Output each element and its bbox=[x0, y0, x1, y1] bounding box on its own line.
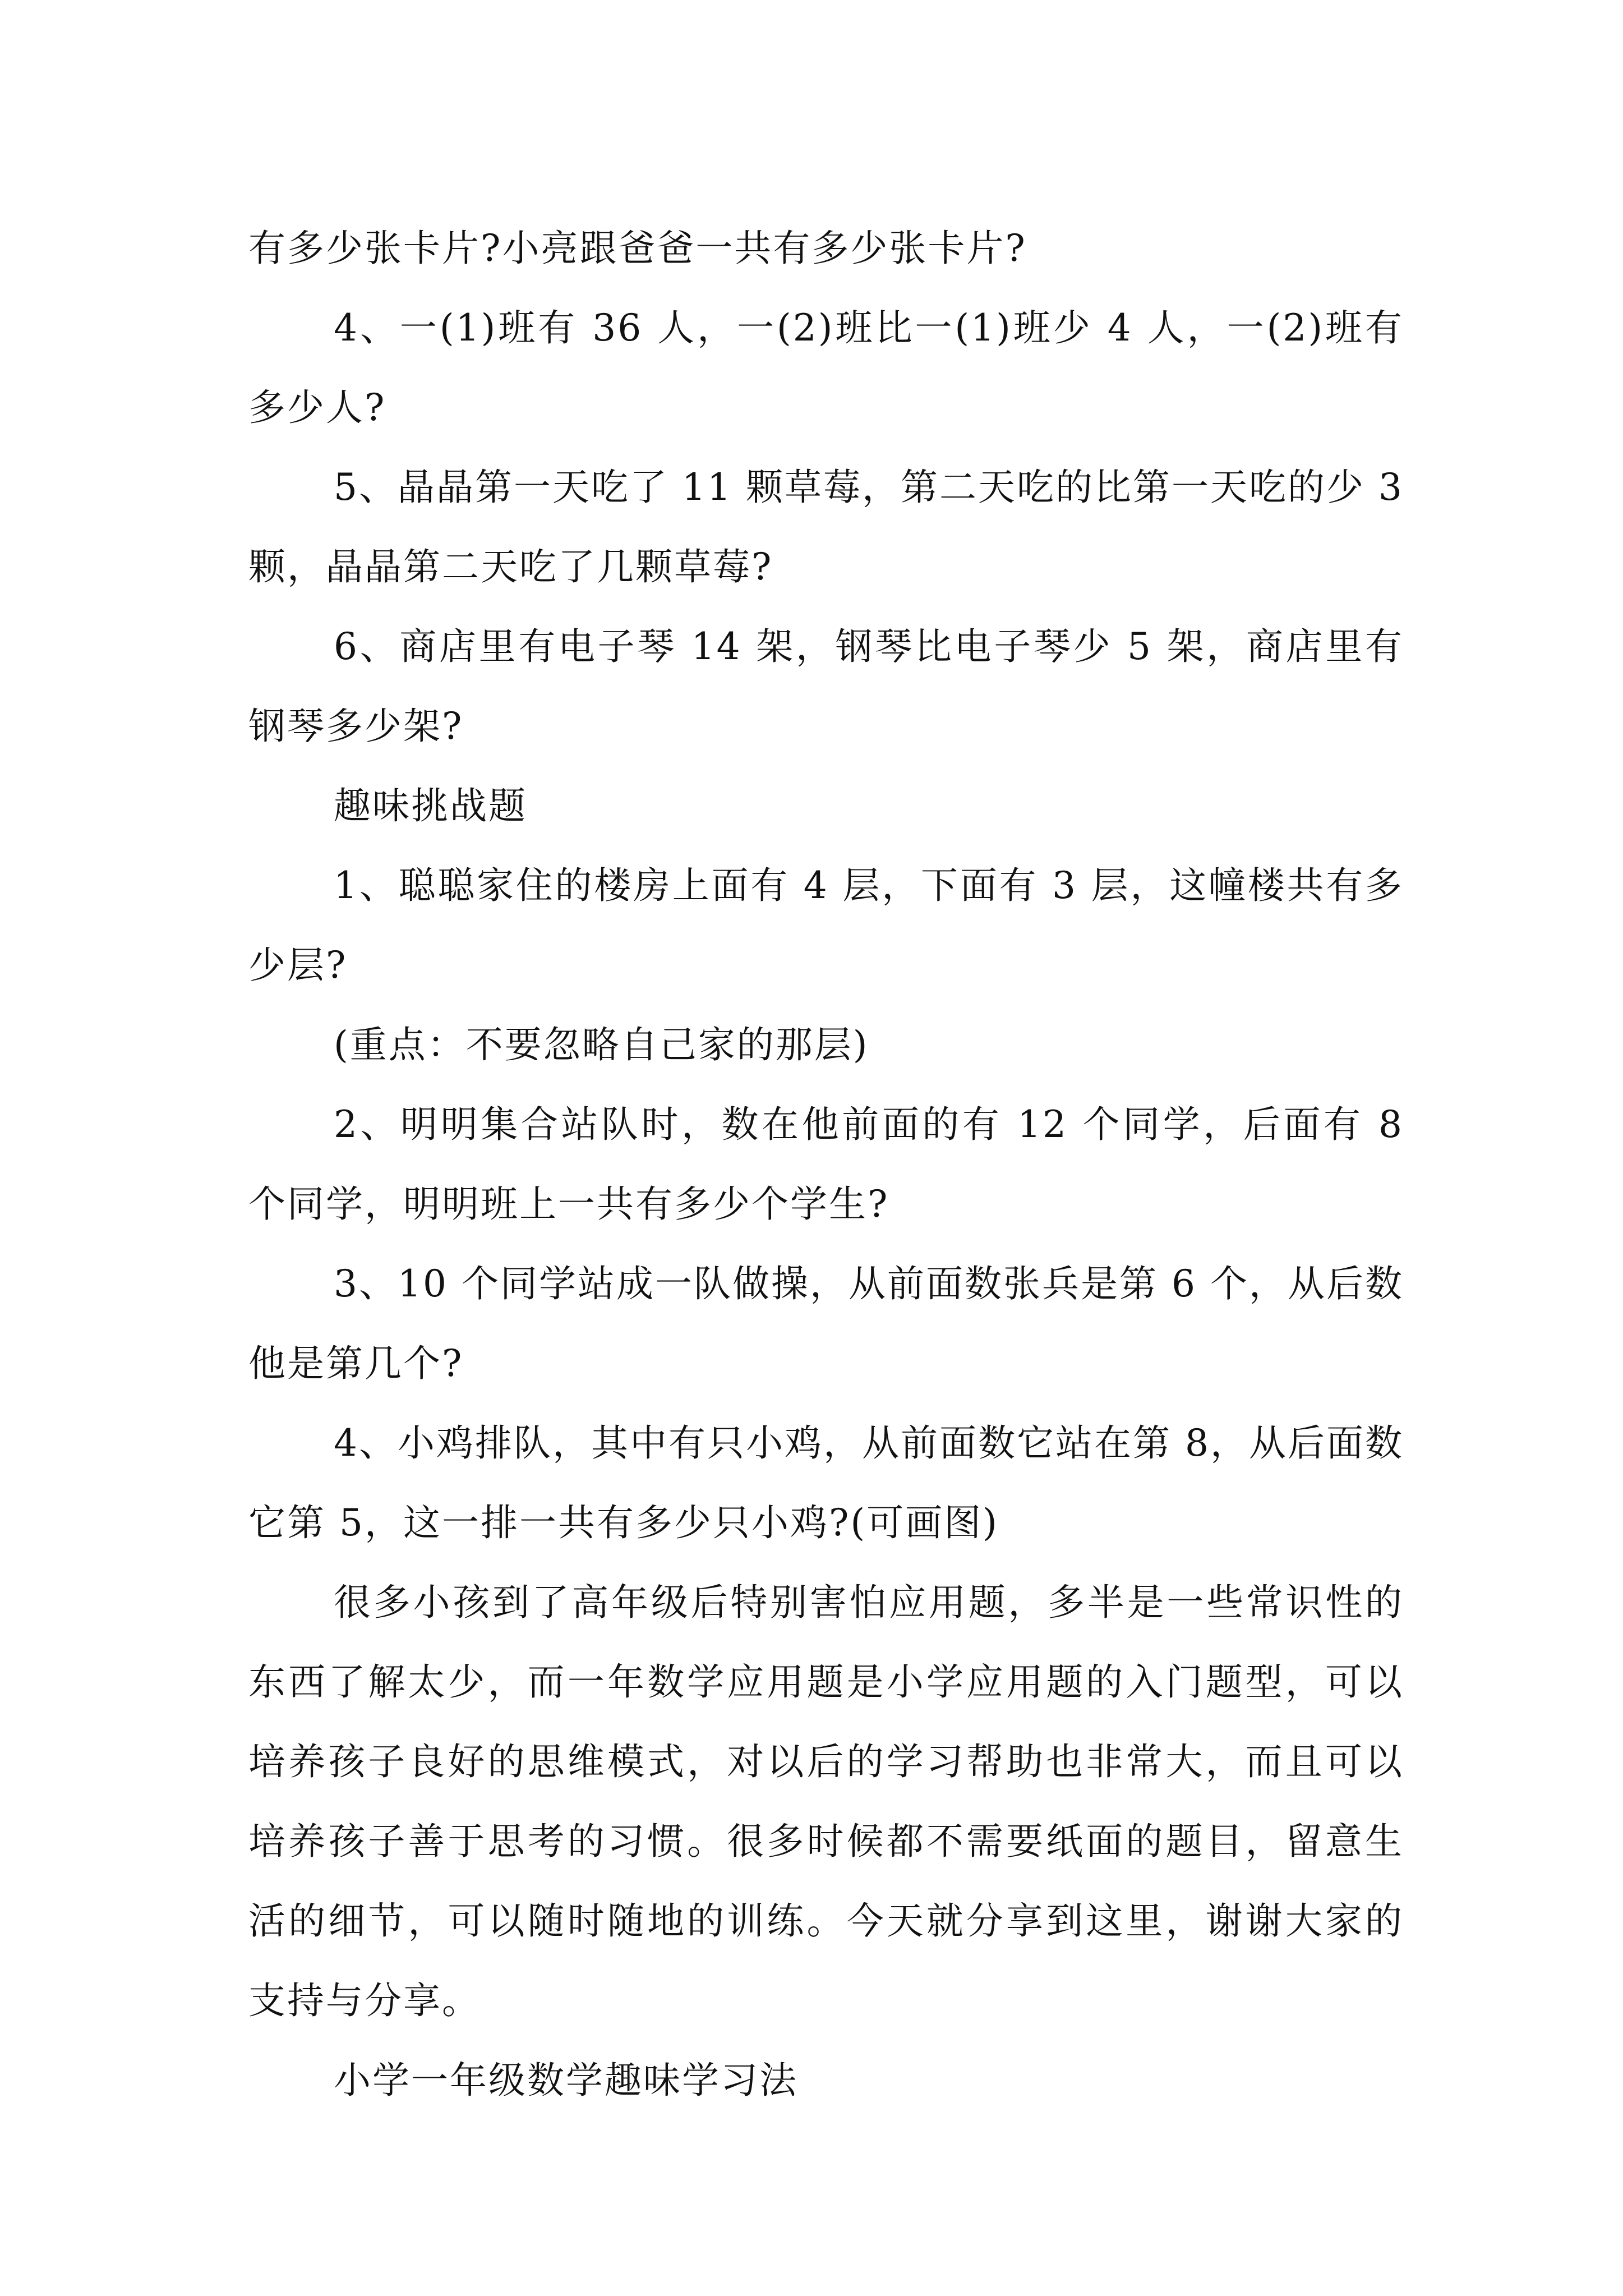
paragraph-challenge-1: 1、聪聪家住的楼房上面有 4 层，下面有 3 层，这幢楼共有多少层? bbox=[248, 864, 1404, 987]
paragraph-challenge-2: 2、明明集合站队时，数在他前面的有 12 个同学，后面有 8 个同学，明明班上一共有多少个学生? bbox=[248, 1103, 1404, 1226]
paragraph-question-6: 6、商店里有电子琴 14 架，钢琴比电子琴少 5 架，商店里有钢琴多少架? bbox=[248, 625, 1404, 748]
paragraph-question-4: 4、一(1)班有 36 人，一(2)班比一(1)班少 4 人，一(2)班有多少人? bbox=[248, 306, 1404, 429]
section-heading-learning-method: 小学一年级数学趣味学习法 bbox=[334, 2059, 798, 2102]
paragraph-challenge-3: 3、10 个同学站成一队做操，从前面数张兵是第 6 个，从后数他是第几个? bbox=[248, 1262, 1404, 1385]
paragraph-challenge-1-hint: (重点：不要忽略自己家的那层) bbox=[334, 1023, 869, 1066]
paragraph-continuation: 有多少张卡片?小亮跟爸爸一共有多少张卡片? bbox=[248, 227, 1027, 270]
paragraph-closing-remarks: 很多小孩到了高年级后特别害怕应用题，多半是一些常识性的东西了解太少，而一年数学应用题是小学应用题的入门题型，可以培养孩子良好的思维模式，对以后的学习帮助也非常大，而且可以培养孩子善于思考的习惯。很多时候都不需要纸面的题目，留意生活的细节，可以随时随地的训练。今天就分享到这里，谢谢大家的支持与分享。 bbox=[248, 1581, 1404, 2022]
section-heading-challenge: 趣味挑战题 bbox=[334, 784, 527, 827]
document-body bbox=[248, 209, 1404, 2120]
paragraph-question-5: 5、晶晶第一天吃了 11 颗草莓，第二天吃的比第一天吃的少 3 颗，晶晶第二天吃了几颗草莓? bbox=[248, 466, 1404, 588]
paragraph-challenge-4: 4、小鸡排队，其中有只小鸡，从前面数它站在第 8，从后面数它第 5，这一排一共有多少只小鸡?(可画图) bbox=[248, 1421, 1404, 1544]
